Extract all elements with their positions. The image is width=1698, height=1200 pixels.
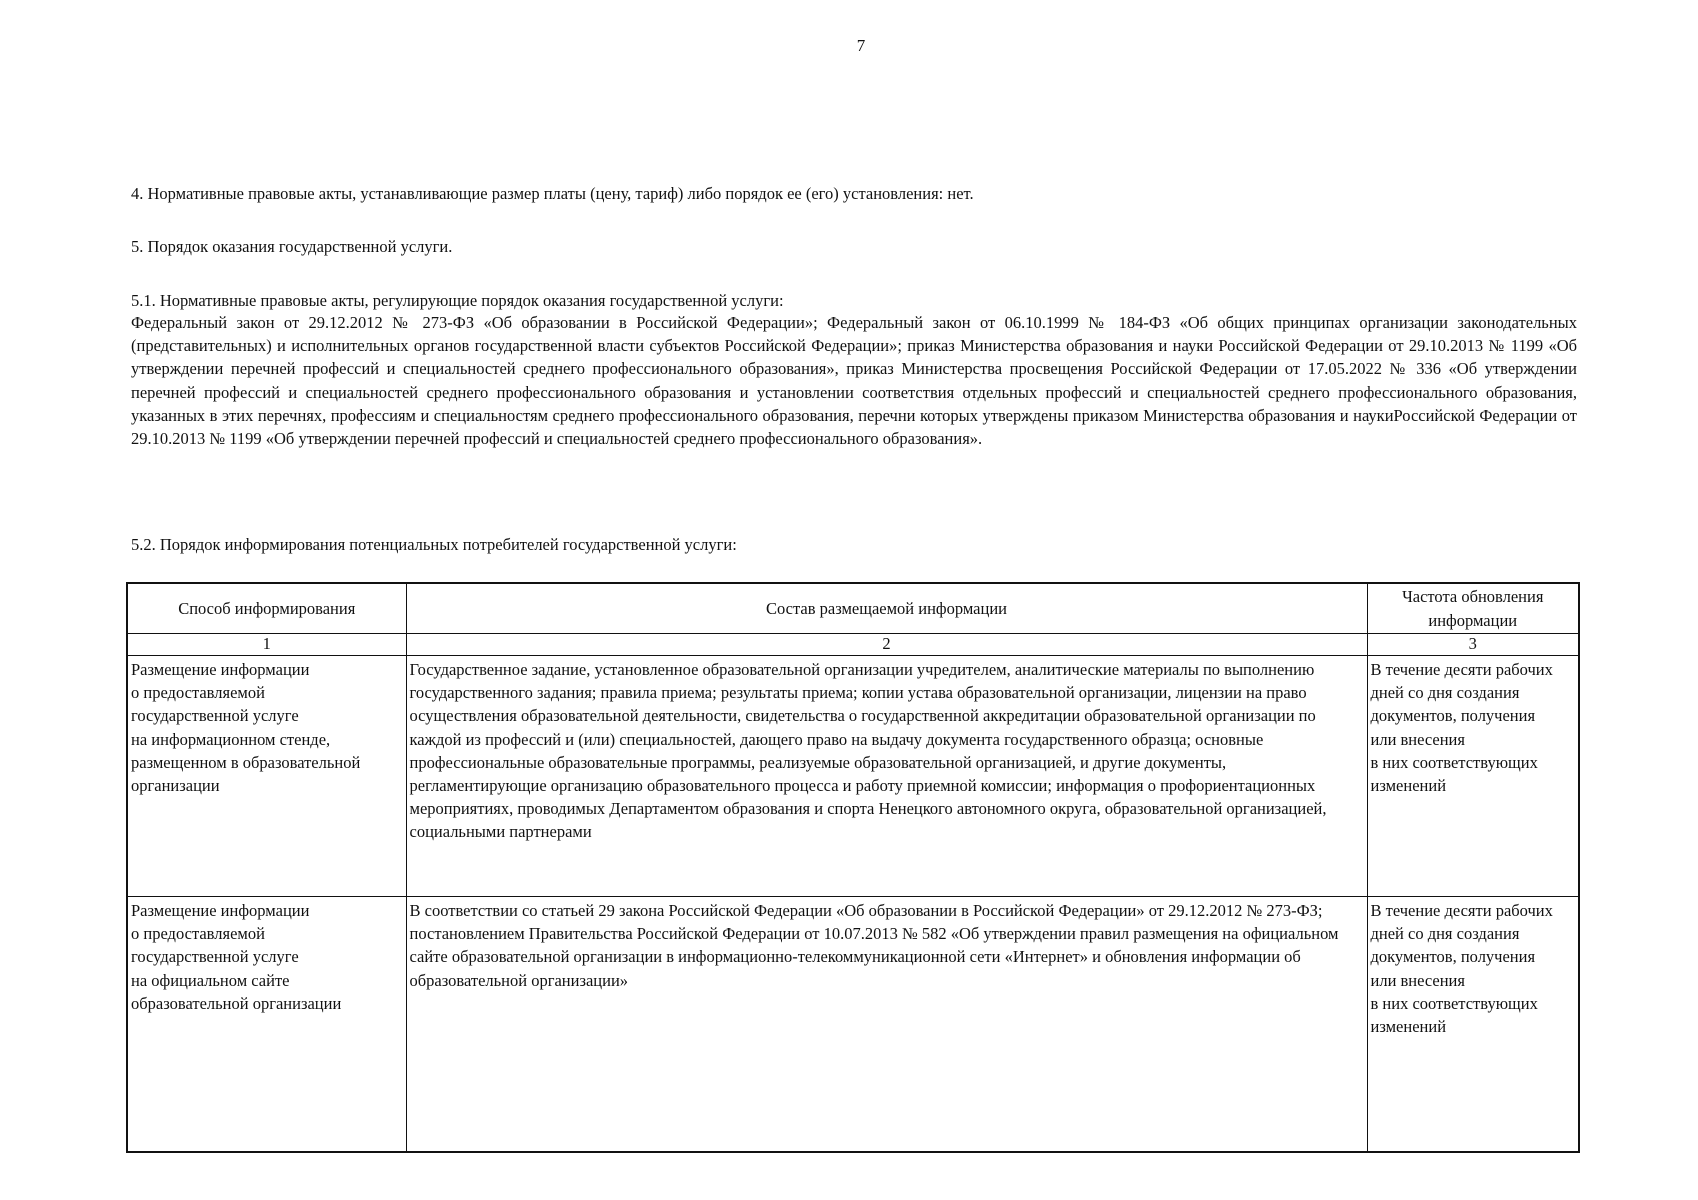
section-5-1-heading: 5.1. Нормативные правовые акты, регулирующие порядок оказания государственной услуги: xyxy=(131,291,784,310)
column-number: 1 xyxy=(127,634,406,656)
cell-frequency: В течение десяти рабочих дней со дня создания документов, получения или внесения в них соответствующих изменений xyxy=(1367,897,1579,1153)
column-number: 3 xyxy=(1367,634,1579,656)
cell-frequency: В течение десяти рабочих дней со дня создания документов, получения или внесения в них соответствующих изменений xyxy=(1367,656,1579,897)
section-5-2-heading: 5.2. Порядок информирования потенциальных потребителей государственной услуги: xyxy=(131,535,737,554)
section-5-1-body: Федеральный закон от 29.12.2012 № 273-ФЗ «Об образовании в Российской Федерации»; Федеральный закон от 06.10.1999 № 184-ФЗ «Об общих принципах организации законодательных (представительных) и исполнительных органов государственной власти субъектов Российской Федерации»; приказ Министерства образования и науки Российской Федерации от 29.10.2013 № 1199 «Об утверждении перечней профессий и специальностей среднего профессионального образования», приказ Министерства просвещения Российской Федерации от 17.05.2022 № 336 «Об утверждении перечней профессий и специальностей среднего профессионального образования и установлении соответствия отдельных профессий и специальностей среднего профессионального образования, указанных в этих перечнях, профессиям и специальностям среднего профессионального образования, перечни которых утверждены приказом Министерства образования и наукиРоссийской Федерации от 29.10.2013 № 1199 «Об утверждении перечней профессий и специальностей среднего профессионального образования». xyxy=(131,313,1577,449)
cell-method: Размещение информации о предоставляемой государственной услуге на информационном стенде, размещенном в образовательной организации xyxy=(127,656,406,897)
information-table xyxy=(126,582,1580,1153)
table-row xyxy=(127,656,1579,897)
table-header-row xyxy=(127,583,1579,634)
section-5-heading: 5. Порядок оказания государственной услуги. xyxy=(131,237,453,256)
page-number: 7 xyxy=(856,36,866,55)
cell-content: Государственное задание, установленное образовательной организации учредителем, аналитические материалы по выполнению государственного задания; правила приема; результаты приема; копии устава образовательной организации, лицензии на право осуществления образовательной деятельности, свидетельства о государственной аккредитации образовательной организации по каждой из профессий и (или) специальностей, дающего право на выдачу документа государственного образца; основные профессиональные образовательные программы, реализуемые образовательной организацией, и другие документы, регламентирующие организацию образовательного процесса и работу приемной комиссии; информация о профориентационных мероприятиях, проводимых Департаментом образования и спорта Ненецкого автономного округа, образовательной организацией, социальными партнерами xyxy=(406,656,1367,897)
cell-content: В соответствии со статьей 29 закона Российской Федерации «Об образовании в Российской Федерации» от 29.12.2012 № 273-ФЗ; постановлением Правительства Российской Федерации от 10.07.2013 № 582 «Об утверждении правил размещения на официальном сайте образовательной организации в информационно-телекоммуникационной сети «Интернет» и обновления информации об образовательной организации» xyxy=(406,897,1367,1153)
header-method: Способ информирования xyxy=(127,583,406,634)
header-frequency: Частота обновления информации xyxy=(1367,583,1579,634)
column-number: 2 xyxy=(406,634,1367,656)
header-content: Состав размещаемой информации xyxy=(406,583,1367,634)
cell-method: Размещение информации о предоставляемой государственной услуге на официальном сайте образовательной организации xyxy=(127,897,406,1153)
table-row xyxy=(127,897,1579,1153)
table-number-row xyxy=(127,634,1579,656)
section-4-fees: 4. Нормативные правовые акты, устанавливающие размер платы (цену, тариф) либо порядок ее (его) установления: нет. xyxy=(131,184,974,203)
